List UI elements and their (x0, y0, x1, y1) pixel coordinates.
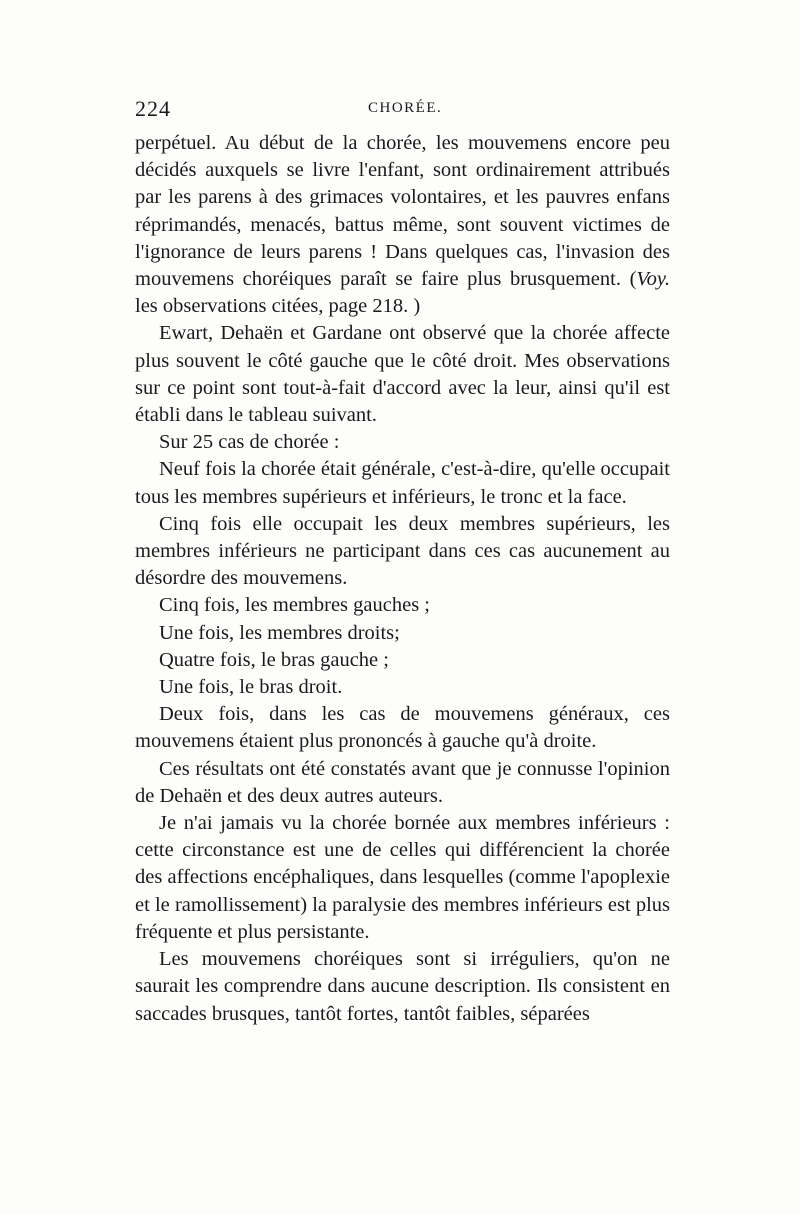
paragraph-text: perpétuel. Au début de la chorée, les mouvemens encore peu décidés auxquels se livre l'enfant, sont ordinairement attribués par les parens à des grimaces volontaires, et les pauvres enfans réprimandés, menacés, battus même, sont souvent victimes de l'ignorance de leurs parens ! Dans quelques cas, l'invasion des mouvemens choréiques paraît se faire plus brusquement. ( (135, 132, 670, 291)
paragraph: Je n'ai jamais vu la chorée bornée aux membres inférieurs : cette circonstance est une de celles qui différencient la chorée des affections encéphaliques, dans lesquelles (comme l'apoplexie et le ramollissement) la paralysie des membres inférieurs est plus fréquente et plus persistante. (135, 812, 670, 943)
body-text (135, 130, 670, 1028)
running-head: CHORÉE. (368, 100, 443, 116)
italic-reference: Voy. (636, 268, 670, 291)
paragraph: Sur 25 cas de chorée : (159, 431, 340, 454)
paragraph: Les mouvemens choréiques sont si irréguliers, qu'on ne saurait les comprendre dans aucune description. Ils consistent en saccades brusques, tantôt fortes, tantôt faibles, séparées (135, 948, 670, 1025)
list-line: Une fois, les membres droits; (159, 621, 400, 644)
list-line: Cinq fois, les membres gauches ; (159, 594, 431, 617)
paragraph: Neuf fois la chorée était générale, c'est-à-dire, qu'elle occupait tous les membres supérieurs et inférieurs, le tronc et la face. (135, 458, 670, 508)
paragraph: Deux fois, dans les cas de mouvemens généraux, ces mouvemens étaient plus prononcés à gauche qu'à droite. (135, 703, 670, 753)
page-number: 224 (135, 96, 171, 121)
paragraph: Ewart, Dehaën et Gardane ont observé que la chorée affecte plus souvent le côté gauche que le côté droit. Mes observations sur ce point sont tout-à-fait d'accord avec la leur, ainsi qu'il est établi dans le tableau suivant. (135, 322, 670, 427)
list-line: Quatre fois, le bras gauche ; (159, 648, 389, 671)
paragraph: Cinq fois elle occupait les deux membres supérieurs, les membres inférieurs ne participant dans ces cas aucunement au désordre des mouvemens. (135, 512, 670, 590)
paragraph-text: les observations citées, page 218. ) (135, 295, 421, 318)
page-header (135, 96, 670, 126)
paragraph: Ces résultats ont été constatés avant que je connusse l'opinion de Dehaën et des deux autres auteurs. (135, 757, 670, 807)
paragraph-continuation (135, 130, 670, 320)
list-line: Une fois, le bras droit. (159, 676, 343, 699)
